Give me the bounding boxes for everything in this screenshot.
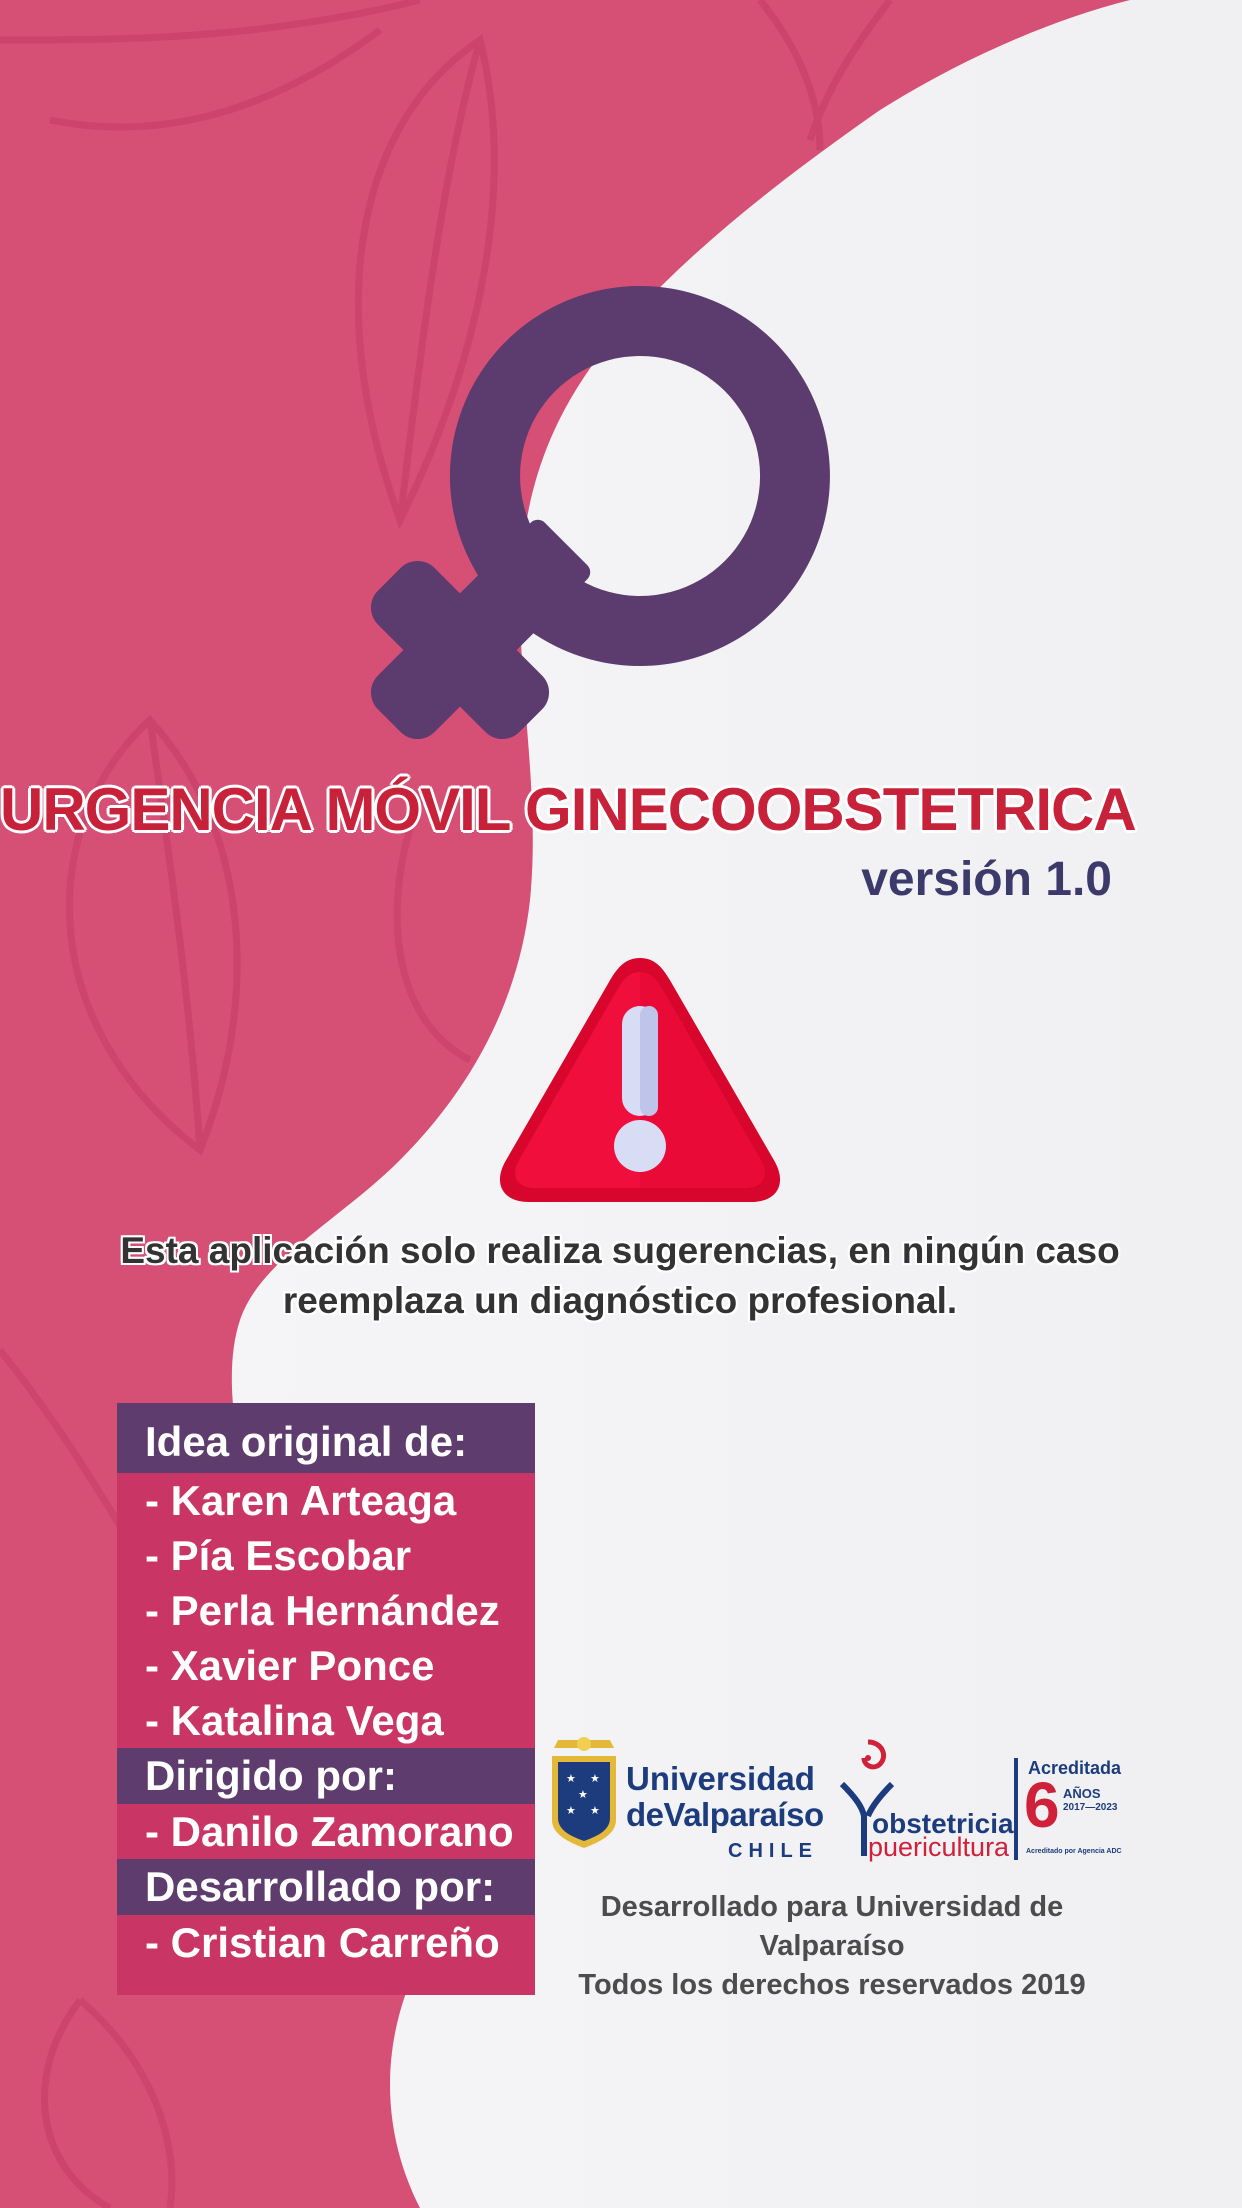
accreditation-years: 6 (1024, 1769, 1060, 1841)
credits-panel (117, 1403, 535, 1995)
idea-author: - Katalina Vega (145, 1697, 444, 1744)
disclaimer-line-2: reemplaza un diagnóstico profesional. (282, 1280, 958, 1321)
idea-author: - Pía Escobar (145, 1532, 412, 1579)
institution-logos (548, 1734, 1122, 1864)
disclaimer-line-1: Esta aplicación solo realiza sugerencias, en ningún caso (120, 1230, 1120, 1271)
puericultura-label: puericultura (868, 1832, 1010, 1862)
accreditation-period: 2017—2023 (1063, 1802, 1118, 1813)
obstetricia-label: obstetricia (872, 1808, 1014, 1839)
footer-text (540, 1888, 1124, 2005)
university-name-line-2: deValparaíso (626, 1796, 824, 1833)
university-name-line-1: Universidad (626, 1760, 815, 1797)
footer-line-1: Desarrollado para Universidad de Valparaíso (600, 1891, 1064, 1962)
svg-text:★: ★ (590, 1772, 600, 1785)
app-version: versión 1.0 (861, 853, 1112, 906)
idea-author: - Xavier Ponce (145, 1642, 435, 1689)
accreditation-divider (1014, 1758, 1018, 1860)
idea-author: - Perla Hernández (145, 1587, 500, 1634)
svg-text:★: ★ (566, 1804, 576, 1817)
svg-text:★: ★ (578, 1788, 588, 1801)
university-country: CHILE (728, 1840, 818, 1862)
developer-name: - Cristian Carreño (145, 1919, 500, 1966)
idea-original-header: Idea original de: (117, 1403, 535, 1473)
developed-by-header: Desarrollado por: (117, 1859, 535, 1915)
warning-triangle-icon (495, 950, 785, 1206)
accreditation-unit: AÑOS (1063, 1786, 1101, 1801)
svg-text:★: ★ (566, 1772, 576, 1785)
svg-text:★: ★ (590, 1804, 600, 1817)
accreditation-agency: Acreditado por Agencia ADC (1026, 1848, 1122, 1855)
app-title: URGENCIA MÓVIL GINECOOBSTETRICA (0, 776, 1136, 843)
footer-line-2: Todos los derechos reservados 2019 (578, 1969, 1086, 2001)
female-symbol-icon (370, 282, 840, 742)
director-name: - Danilo Zamorano (145, 1808, 514, 1855)
accreditation-label: Acreditada (1028, 1758, 1122, 1778)
disclaimer-text (100, 1226, 1140, 1326)
directed-by-header: Dirigido por: (117, 1748, 535, 1804)
university-crest-icon (548, 1734, 620, 1850)
idea-author: - Karen Arteaga (145, 1477, 457, 1524)
